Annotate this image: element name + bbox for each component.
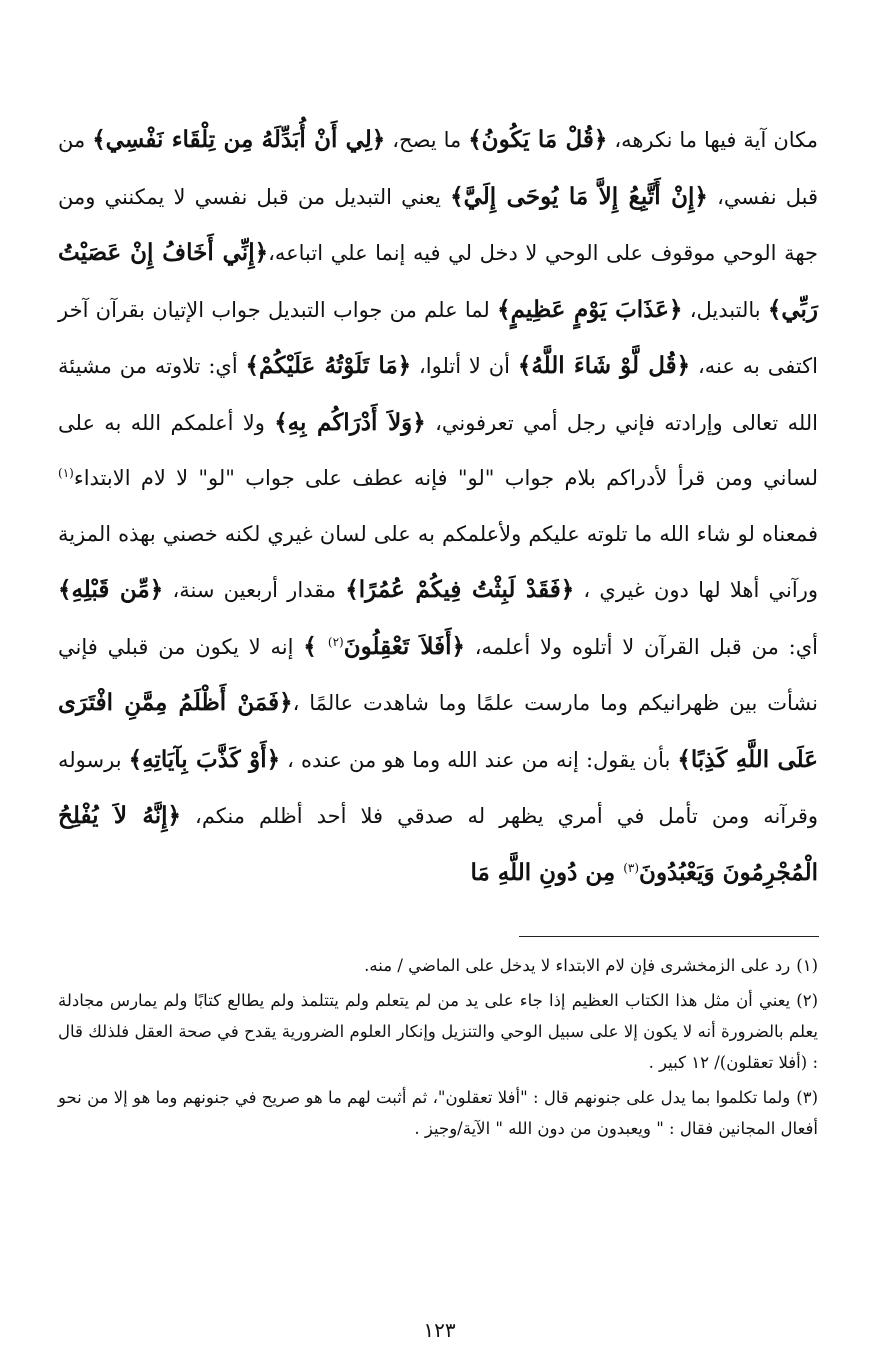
footnote [58,985,818,1078]
quran-quote: ﴿إِنْ أَتَّبِعُ إِلاَّ مَا يُوحَى إِلَيَّ﴾ [450,182,708,210]
commentary-text: ولا أعلمكم الله به على لساني ومن قرأ لأدراكم بلام جواب "لو" فإنه عطف على جواب "لو" لا لام الابتداء [58,410,818,490]
footnote-text: رد على الزمخشرى فإن لام الابتداء لا يدخل على الماضي / منه. [364,956,791,975]
commentary-text: مقدار أربعين سنة، [163,578,346,602]
footnote-separator [519,936,819,937]
quran-quote: ﴿إِنِّي أَخَافُ إِنْ عَصَيْتُ رَبِّي﴾ [58,239,819,323]
commentary-text: من قبل نفسي، [58,128,818,209]
quran-quote: ﴿عَذَابَ يَوْمٍ عَظِيمٍ﴾ [497,295,683,323]
commentary-text: بأن يقول: إنه من عند الله وما هو من عنده ، [280,747,678,772]
quran-quote: ﴿أَوْ كَذَّبَ بِآيَاتِهِ﴾ [128,745,281,773]
footnote-number: (٢) [796,991,818,1010]
commentary-text: أي: تلاوته من مشيئة الله تعالى وإرادته فإني رجل أمي تعرفوني، [58,354,819,435]
footnote-text: يعني أن مثل هذا الكتاب العظيم إذا جاء على يد من لم يتعلم ولم يتتلمذ ولم يطالع كتابًا ولم يمارس مجادلة يعلم بالضرورة أنه لا يكون إلا على سبيل الوحي والتنزيل وإنكار العلوم الضرورية يقدح في صحة العقل فلذلك قال : (أفلا تعقلون)/ ١٢ كبير . [58,991,818,1072]
quran-quote: ﴿قُلْ مَا يَكُونُ﴾ [468,126,608,153]
commentary-text: لما علم من جواب التبديل جواب الإتيان بقرآن آخر اكتفى به عنه، [58,297,819,378]
commentary-text: ما يصح، [385,128,469,152]
page-number: ١٢٣ [423,1318,456,1342]
footnotes [58,950,818,1148]
quran-quote: ﴿مِّن قَبْلِهِ﴾ [58,576,164,603]
footnote-ref: (١) [58,466,74,480]
footnote [58,1082,818,1144]
main-text [58,112,818,901]
footnote-text: ولما تكلموا بما يدل على جنونهم قال : "أفلا تعقلون"، ثم أثبت لهم ما هو صريح في جنونهم وما هو إلا من نحو أفعال المجانين فقال : " ويعبدون من دون الله " الآية/وجيز . [58,1088,818,1138]
quran-quote: مِن دُونِ اللَّهِ مَا [470,858,624,886]
quran-quote: ﴿إِنَّهُ لاَ يُفْلِحُ الْمُجْرِمُونَ وَيَعْبُدُونَ [58,802,818,886]
commentary-text: أن لا أتلوا، [411,354,518,378]
quran-quote: ﴿فَقَدْ لَبِثْتُ فِيكُمْ عُمُرًا﴾ [345,576,575,603]
footnote [58,950,818,981]
commentary-text: برسوله وقرآنه ومن تأمل في أمري يظهر له صدقي فلا أحد أظلم منكم، [58,747,818,828]
commentary-text: بالتبديل، [682,297,768,322]
footnote-ref: (٣) [623,860,640,875]
commentary-text: إنه لا يكون من قبلي فإني نشأت بين ظهرانيكم وما مارست علمًا وما شاهدت عالمًا ، [58,634,819,715]
quran-quote: ﴿قُل لَّوْ شَاءَ اللَّهُ﴾ [517,352,691,379]
quran-quote: ﴾ [303,632,328,660]
commentary-text: أي: من قبل القرآن لا أتلوه ولا أعلمه، [464,634,818,659]
footnote-ref: (٢) [327,634,344,649]
footnote-number: (٣) [796,1088,818,1107]
commentary-text: يعني التبديل من قبل نفسي لا يمكنني ومن جهة الوحي موقوف على الوحي لا دخل لي فيه إنما علي اتباعه، [58,184,818,265]
quran-quote: ﴿مَا تَلَوْتُهُ عَلَيْكُمْ﴾ [245,352,412,379]
quran-quote: ﴿وَلاَ أَدْرَاكُم بِهِ﴾ [274,408,426,436]
commentary-text: مكان آية فيها ما نكرهه، [607,128,818,152]
quran-quote: ﴿أَفَلاَ تَعْقِلُونَ [343,632,465,660]
footnote-number: (١) [796,956,818,975]
body-paragraph [58,112,818,901]
quran-quote: ﴿لِي أَنْ أُبَدِّلَهُ مِن تِلْقَاء نَفْسِي﴾ [92,126,386,153]
commentary-text: فمعناه لو شاء الله ما تلوته عليكم ولأعلمكم به على لسان غيري لكنه خصني بهذه المزية ورآني أهلا لها دون غيري ، [58,521,818,602]
quran-quote: ﴿فَمَنْ أَظْلَمُ مِمَّنِ افْتَرَى عَلَى اللَّهِ كَذِبًا﴾ [58,689,818,773]
